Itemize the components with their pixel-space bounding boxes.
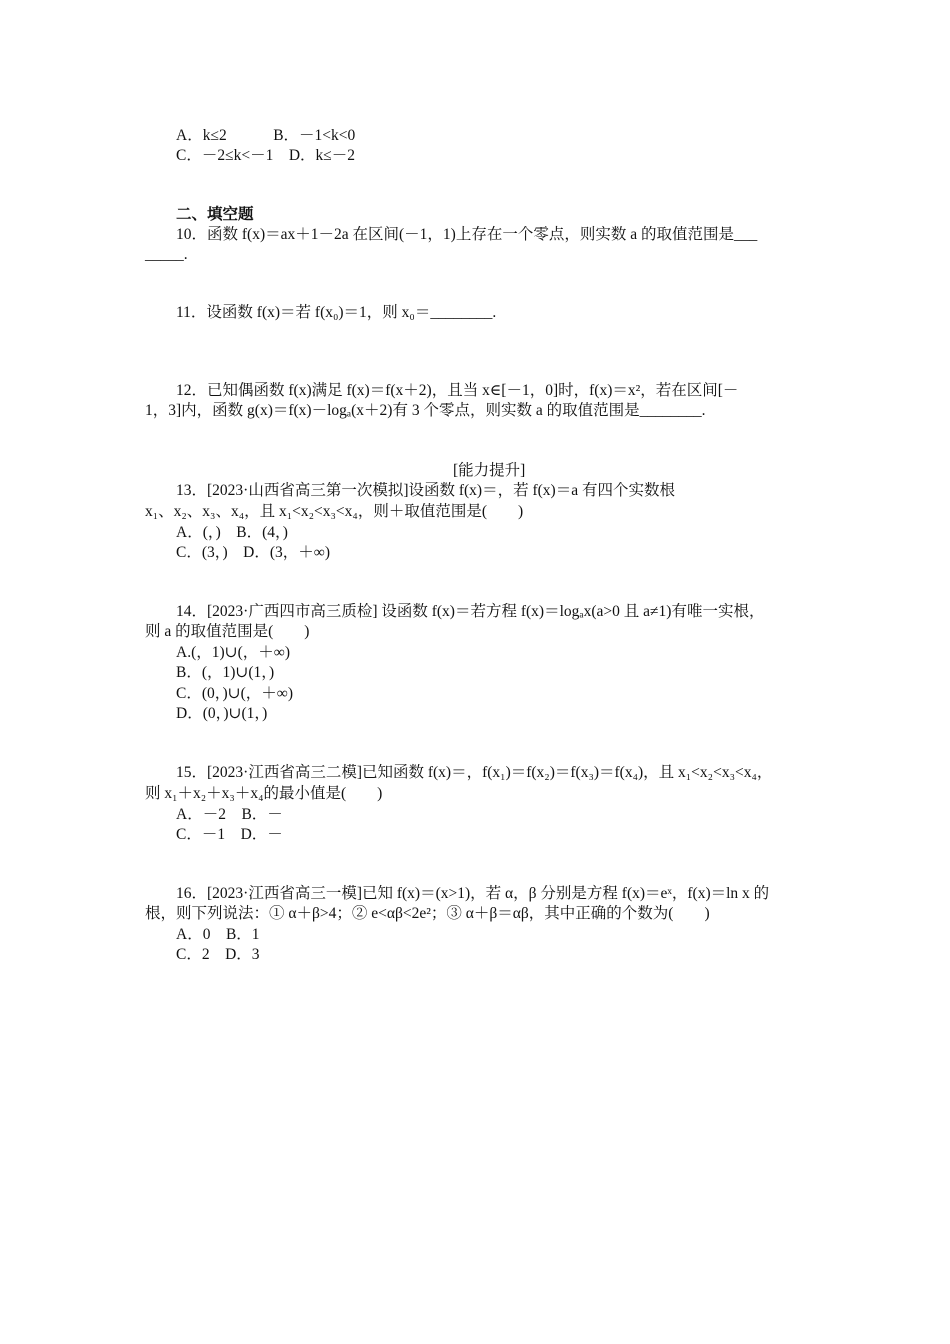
q9-options-line-2: C．－2≤k<－1 D．k≤－2 xyxy=(176,147,356,164)
q16-options-a-b: A．0 B．1 xyxy=(176,926,260,943)
q15-line-1: 15．[2023·江西省高三二模]已知函数 f(x)＝，f(x₁)＝f(x₂)＝f(x₃)＝f(x₄)，且 x₁<x₂<x₃<x₄， xyxy=(176,764,773,781)
q14-option-d: D．(0，)∪(1，) xyxy=(176,705,268,722)
q9-options-line-1: A．k≤2 B．－1<k<0 xyxy=(176,127,356,144)
q10-line-2: _____. xyxy=(145,246,188,263)
q14-option-c: C．(0，)∪(，＋∞) xyxy=(176,685,294,702)
q14-option-b: B．(，1)∪(1，) xyxy=(176,664,275,681)
q14-line-1: 14．[2023·广西四市高三质检] 设函数 f(x)＝若方程 f(x)＝logₐx(a>0 且 a≠1)有唯一实根， xyxy=(176,603,765,620)
q13-options-c-d: C．(3，) D．(3，＋∞) xyxy=(176,544,330,561)
q11-text: 11．设函数 f(x)＝若 f(x₀)＝1，则 x₀＝________. xyxy=(176,304,497,321)
q12-line-1: 12．已知偶函数 f(x)满足 f(x)＝f(x＋2)，且当 x∈[－1，0]时，f(x)＝x²，若在区间[－ xyxy=(176,382,739,399)
section-heading-fill-in: 二、填空题 xyxy=(176,206,254,223)
q12-line-2: 1，3]内，函数 g(x)＝f(x)－logₐ(x＋2)有 3 个零点，则实数 a 的取值范围是________. xyxy=(145,402,706,419)
q14-option-a: A.(，1)∪(，＋∞) xyxy=(176,644,291,661)
q14-line-2: 则 a 的取值范围是( ) xyxy=(145,623,310,640)
q15-options-c-d: C．－1 D．－ xyxy=(176,826,283,843)
q13-line-2: x₁、x₂、x₃、x₄，且 x₁<x₂<x₃<x₄，则＋取值范围是( ) xyxy=(145,503,524,520)
section-heading-ability: [能力提升] xyxy=(453,462,526,479)
q16-options-c-d: C．2 D．3 xyxy=(176,946,260,963)
q13-options-a-b: A．(，) B．(4，) xyxy=(176,524,288,541)
q15-line-2: 则 x₁＋x₂＋x₃＋x₄的最小值是( ) xyxy=(145,785,383,802)
q10-line-1: 10．函数 f(x)＝ax＋1－2a 在区间(－1，1)上存在一个零点，则实数 a 的取值范围是___ xyxy=(176,226,758,243)
q15-options-a-b: A．－2 B．－ xyxy=(176,806,283,823)
q13-line-1: 13．[2023·山西省高三第一次模拟]设函数 f(x)＝，若 f(x)＝a 有四个实数根 xyxy=(176,482,675,499)
q16-line-2: 根，则下列说法：① α＋β>4；② e<αβ<2e²；③ α＋β＝αβ，其中正确的个数为( ) xyxy=(145,905,710,922)
q16-line-1: 16．[2023·江西省高三一模]已知 f(x)＝(x>1)，若 α，β 分别是方程 f(x)＝eˣ，f(x)＝ln x 的 xyxy=(176,885,770,902)
